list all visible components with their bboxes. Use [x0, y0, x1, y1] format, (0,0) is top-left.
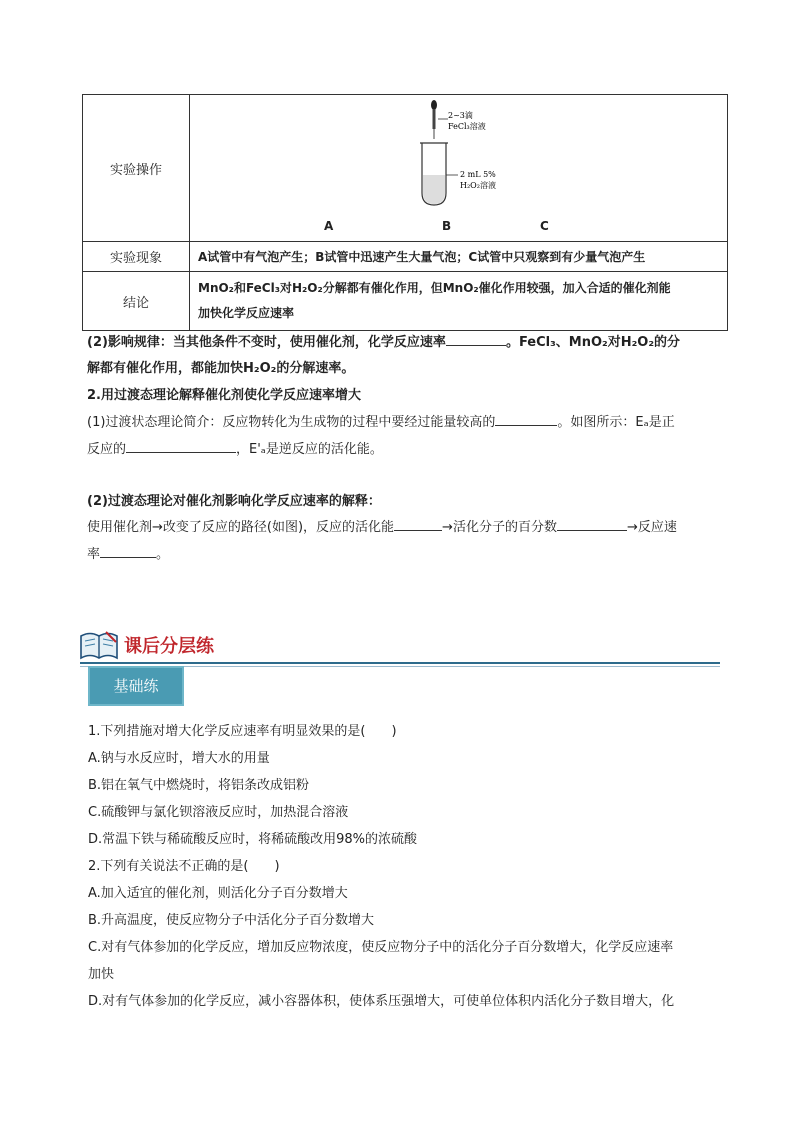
question-2-option-c-line-1: C.对有气体参加的化学反应，增加反应物浓度，使反应物分子中的活化分子百分数增大，化学反应速率 [88, 940, 674, 955]
blank-2[interactable] [495, 413, 557, 426]
p2-a: (1)过渡状态理论简介：反应物转化为生成物的过程中要经过能量较高的 [87, 415, 496, 430]
book-icon [78, 628, 120, 662]
section-title: 课后分层练 [124, 636, 214, 657]
theory-line-1 [87, 411, 675, 430]
catalyst-line-2 [87, 543, 169, 562]
question-2: 2.下列有关说法不正确的是( ) [88, 859, 280, 874]
apparatus-cell [190, 95, 728, 242]
question-1-option-b: B.铝在氧气中燃烧时，将铝条改成铝粉 [88, 778, 310, 793]
blank-6[interactable] [100, 545, 156, 558]
blank-4[interactable] [394, 518, 442, 531]
question-1-option-d: D.常温下铁与稀硫酸反应时，将稀硫酸改用98%的浓硫酸 [88, 832, 418, 847]
question-2-option-a: A.加入适宜的催化剂，则活化分子百分数增大 [88, 886, 348, 901]
catalyst-line-1 [87, 516, 677, 535]
p4-d: 率 [87, 547, 101, 562]
question-2-option-b: B.升高温度，使反应物分子中活化分子百分数增大 [88, 913, 375, 928]
influence-rule-line-1 [87, 331, 680, 350]
tube-b-label: B [442, 219, 452, 233]
question-1-option-c: C.硫酸钾与氯化钡溶液反应时，加热混合溶液 [88, 805, 349, 820]
section-heading-2: 2.用过渡态理论解释催化剂使化学反应速率增大 [87, 388, 361, 403]
p1-b: 。FeCl₃、MnO₂对H₂O₂的分 [505, 335, 681, 350]
theory-explain-heading: (2)过渡态理论对催化剂影响化学反应速率的解释： [87, 494, 381, 509]
basic-practice-badge: 基础练 [88, 666, 184, 706]
theory-line-2 [87, 438, 383, 457]
obs-label: 实验现象 [83, 242, 190, 272]
section-rule [80, 662, 720, 664]
p2-c: 反应的 [87, 442, 127, 457]
observation-text: A试管中有气泡产生；B试管中迅速产生大量气泡；C试管中只观察到有少量气泡产生 [198, 250, 646, 264]
conclusion-line-2: 加快化学反应速率 [198, 306, 295, 320]
test-tube-illustration [400, 95, 600, 241]
p1-a: (2)影响规律：当其他条件不变时，使用催化剂，化学反应速率 [87, 335, 446, 350]
op-label: 实验操作 [83, 95, 190, 242]
conclusion-cell [190, 272, 728, 331]
conclusion-line-1: MnO₂和FeCl₃对H₂O₂分解都有催化作用，但MnO₂催化作用较强，加入合适的催化剂能 [198, 281, 671, 295]
p2-b: 。如图所示：Eₐ是正 [557, 415, 675, 430]
p4-c: →反应速 [626, 520, 677, 535]
p4-e: 。 [156, 547, 170, 562]
drops-label: 2~3滴 [448, 111, 473, 120]
question-2-option-c-line-2: 加快 [88, 967, 115, 982]
blank-5[interactable] [557, 518, 627, 531]
blank-1[interactable] [446, 333, 506, 346]
blank-3[interactable] [126, 440, 236, 453]
observation-cell [190, 242, 728, 272]
influence-rule-line-2: 解都有催化作用，都能加快H₂O₂的分解速率。 [87, 361, 355, 376]
p4-b: →活化分子的百分数 [442, 520, 557, 535]
p2-d: ，E'ₐ是逆反应的活化能。 [236, 442, 383, 457]
tube-a-label: A [324, 219, 334, 233]
question-1: 1.下列措施对增大化学反应速率有明显效果的是( ) [88, 724, 397, 739]
con-label: 结论 [83, 272, 190, 331]
question-2-option-d: D.对有气体参加的化学反应，减小容器体积，使体系压强增大，可使单位体积内活化分子数目增大，化 [88, 994, 675, 1009]
volume-label: 2 mL 5% [460, 170, 496, 179]
question-1-option-a: A.钠与水反应时，增大水的用量 [88, 751, 270, 766]
experiment-table [82, 94, 728, 331]
h2o2-label: H₂O₂溶液 [460, 181, 496, 190]
fecl3-label: FeCl₃溶液 [448, 122, 486, 131]
p4-a: 使用催化剂→改变了反应的路径(如图)，反应的活化能 [87, 520, 395, 535]
tube-c-label: C [540, 219, 549, 233]
